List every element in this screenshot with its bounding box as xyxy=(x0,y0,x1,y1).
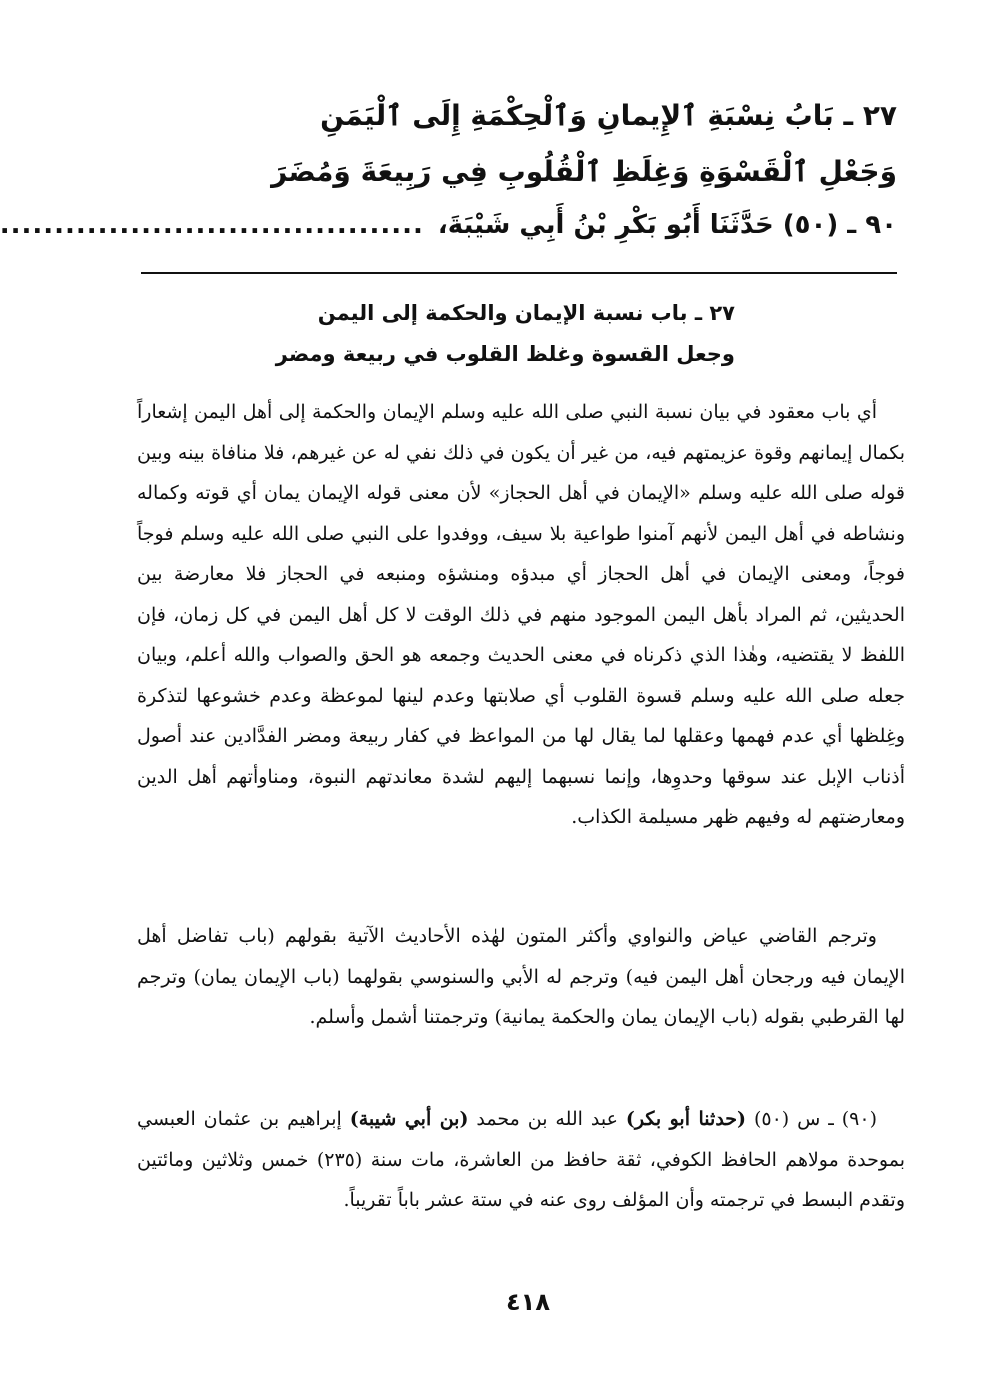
narrator-note-prefix: (٩٠) ـ س (٥٠) xyxy=(746,1108,878,1130)
page-number: ٤١٨ xyxy=(506,1288,550,1316)
commentary-heading-line-2: وجعل القسوة وغلظ القلوب في ربيعة ومضر xyxy=(275,342,735,366)
commentary-paragraph-3 xyxy=(137,1099,905,1221)
narrator-bold-2: (بن أبي شيبة) xyxy=(349,1108,469,1130)
hadith-chain-text: ٩٠ ـ (٥٠) حَدَّثَنَا أَبُو بَكْرِ بْنُ أَبِي شَيْبَةَ، xyxy=(437,210,897,240)
section-divider xyxy=(141,272,897,274)
commentary-paragraph-2: وترجم القاضي عياض والنواوي وأكثر المتون لهٰذه الأحاديث الآتية بقولهم (باب تفاضل أهل الإيمان فيه ورجحان أهل اليمن فيه) وترجم له الأبي والسنوسي بقولهما (باب الإيمان يمان) وترجم لها القرطبي بقوله (باب الإيمان يمان والحكمة يمانية) وترجمتنا أشمل وأسلم. xyxy=(137,925,905,1028)
hadith-chain-dots: ....................................... xyxy=(0,210,424,240)
narrator-note-rest: إبراهيم بن عثمان العبسي بموحدة مولاهم الحافظ الكوفي، ثقة حافظ من العاشرة، مات سنة (٢٣٥) خمس وثلاثين ومائتين وتقدم البسط في ترجمته وأن المؤلف روى عنه في ستة عشر باباً تقريباً. xyxy=(137,1108,905,1211)
narrator-bold-1: (حدثنا أبو بكر) xyxy=(625,1108,747,1130)
narrator-note-middle: عبد الله بن محمد xyxy=(468,1108,626,1130)
commentary-heading-line-1: ٢٧ ـ باب نسبة الإيمان والحكمة إلى اليمن xyxy=(317,301,735,325)
hadith-chain-line xyxy=(0,210,897,240)
chapter-heading xyxy=(271,88,897,200)
chapter-heading-line-1: ٢٧ ـ بَابُ نِسْبَةِ ٱلإِيمانِ وَٱلْحِكْمَةِ إِلَى ٱلْيَمَنِ xyxy=(320,99,897,132)
commentary-heading xyxy=(275,293,735,375)
chapter-heading-line-2: وَجَعْلِ ٱلْقَسْوَةِ وَغِلَظِ ٱلْقُلُوبِ فِي رَبِيعَةَ وَمُضَرَ xyxy=(271,155,897,188)
commentary-paragraph-1: أي باب معقود في بيان نسبة النبي صلى الله عليه وسلم الإيمان والحكمة إلى أهل اليمن إشعاراً بكمال إيمانهم وقوة عزيمتهم فيه، من غير أن يكون في ذلك نفي له عن غيرهم، فلا منافاة بينه وبين قوله صلى الله عليه وسلم «الإيمان في أهل الحجاز» لأن معنى قوله الإيمان يمان أي قوته وكماله ونشاطه في أهل اليمن لأنهم آمنوا طواعية بلا سيف، ووفدوا على النبي صلى الله عليه وسلم فوجاً فوجاً، ومعنى الإيمان في أهل الحجاز أي مبدؤه ومنشؤه ومنبعه في الحجاز فلا معارضة بين الحديثين، ثم المراد بأهل اليمن الموجود منهم في ذلك الوقت لا كل أهل اليمن في كل زمان، فإن اللفظ لا يقتضيه، وهٰذا الذي ذكرناه في معنى الحديث وجمعه هو الحق والصواب والله أعلم، وبيان جعله صلى الله عليه وسلم قسوة القلوب أي صلابتها وعدم لينها لموعظة وعدم خشوعها لتذكرة وغِلظها أي عدم فهمها وعقلها لما يقال لها من المواعظ في كفار ربيعة ومضر الفدَّادين عند أصول أذناب الإبل عند سوقها وحدوِها، وإنما نسبهما إليهم لشدة معاندتهم النبوة، ومناوأتهم أهل الدين ومعارضتهم له وفيهم ظهر مسيلمة الكذاب. xyxy=(137,401,905,828)
